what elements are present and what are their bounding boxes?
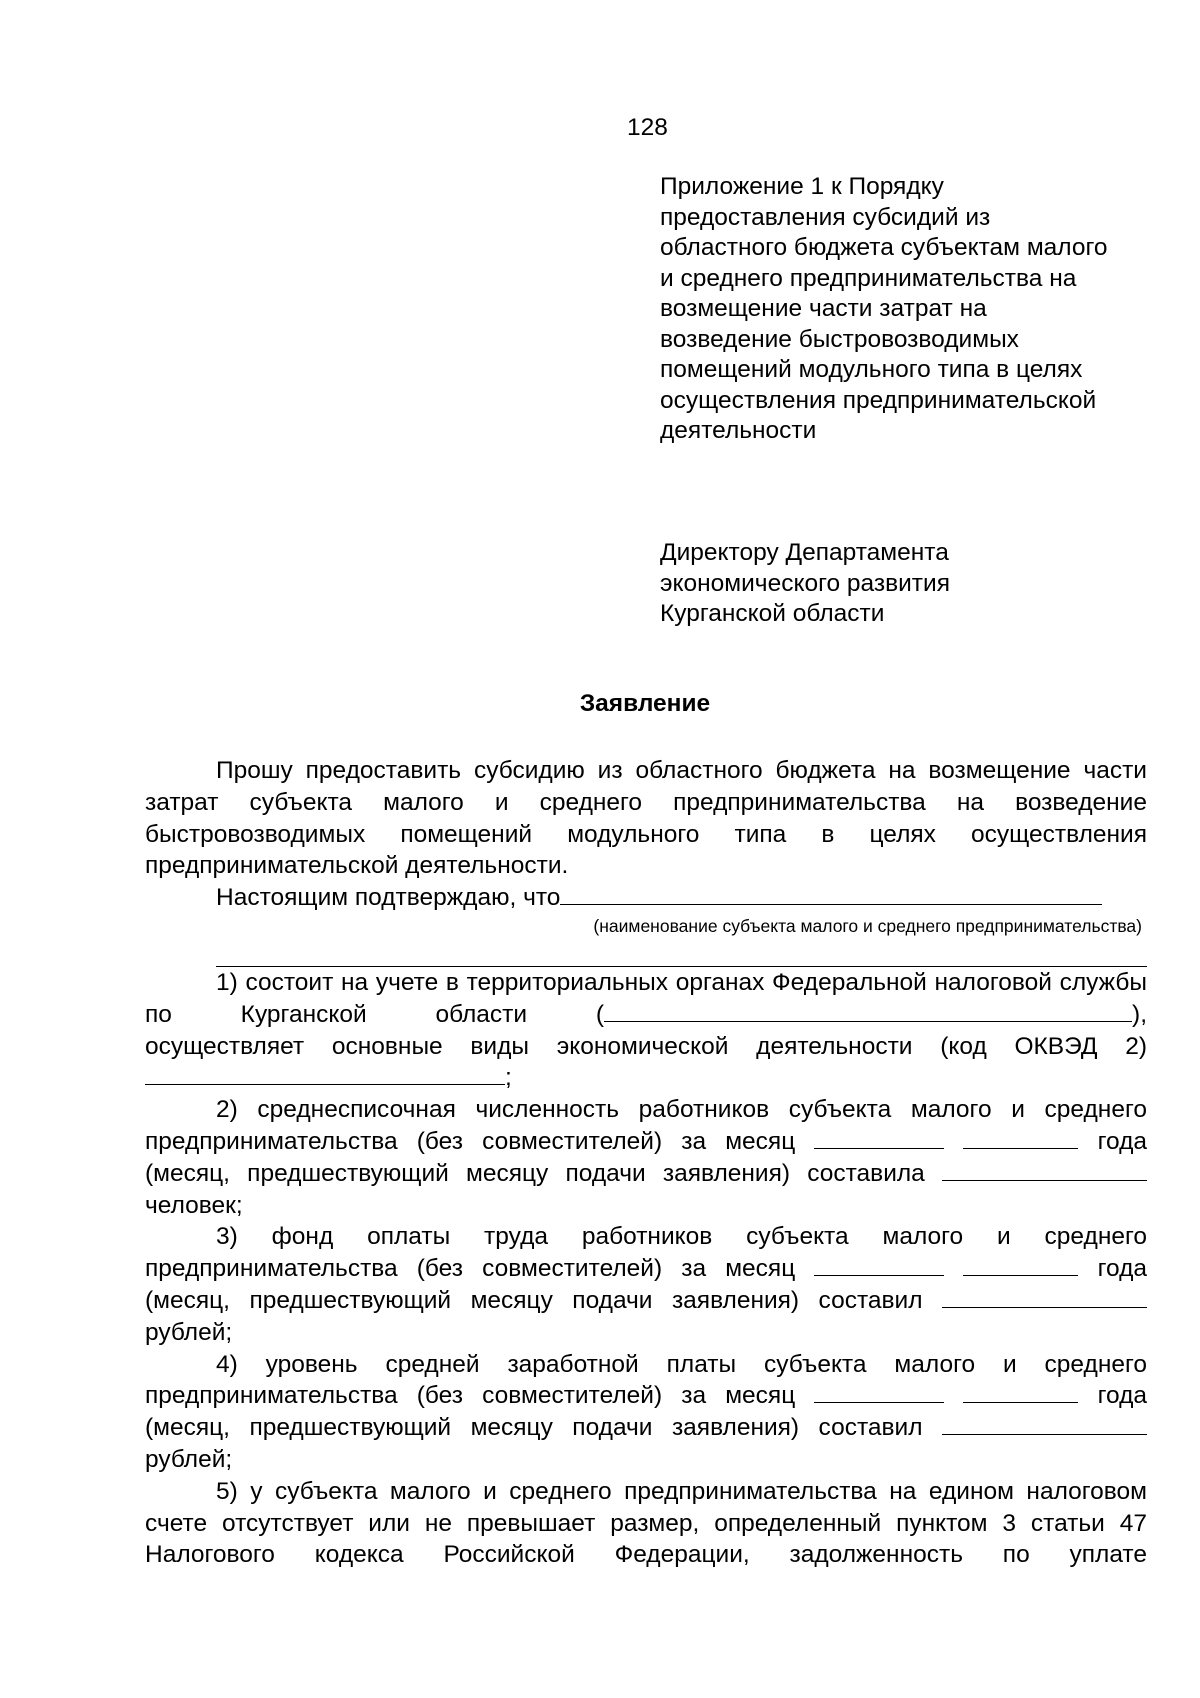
item-4-text-b: (месяц, предшествующий месяцу подачи заявления) составил [145, 1414, 923, 1442]
addressee [660, 538, 1180, 630]
item-4-year-field[interactable] [963, 1380, 1078, 1403]
okved-code-field[interactable] [145, 1062, 505, 1085]
item-1 [145, 967, 1147, 1031]
item-3-year-label: года [1097, 1255, 1147, 1283]
average-salary-field[interactable] [942, 1412, 1147, 1435]
appendix-line: помещений модульного типа в целях [660, 356, 1083, 383]
item-5: 5) у субъекта малого и среднего предпринимательства на едином налоговом счете отсутствует или не превышает размер, определенный пунктом 3 статьи 47 Налогового кодекса Российской Федерации, задолженность по уплате [145, 1477, 1147, 1569]
item-2-year-label: года [1097, 1127, 1147, 1155]
entity-name-field[interactable] [560, 882, 1102, 905]
payroll-fund-field[interactable] [942, 1285, 1147, 1308]
item-1-okved-line [145, 1062, 1147, 1094]
appendix-line: предоставления субсидий из [660, 203, 991, 231]
item-3-line-b [145, 1285, 1147, 1317]
item-1-end: ; [505, 1064, 512, 1092]
item-4-text: 4) уровень средней заработной платы субъекта малого и среднего предпринимательства (без совместителей) за месяц [145, 1350, 1147, 1410]
item-2-text: 2) среднесписочная численность работников субъекта малого и среднего предпринимательства (без совместителей) за месяц [145, 1096, 1147, 1155]
appendix-line: и среднего предпринимательства на [660, 264, 1077, 292]
item-2-text-b: (месяц, предшествующий месяцу подачи заявления) составила [145, 1159, 925, 1187]
page-number: 128 [627, 114, 668, 141]
item-3 [145, 1221, 1147, 1285]
appendix-line: областного бюджета субъектам малого [660, 234, 1108, 261]
appendix-line: осуществления предпринимательской [660, 386, 1097, 414]
intro-paragraph: Прошу предоставить субсидию из областного бюджета на возмещение части затрат субъекта малого и среднего предпринимательства на возведение быстровозводимых помещений модульного типа в целях осуществления предпринимательской деятельности. [145, 757, 1147, 880]
item-1-close: ), [1132, 1000, 1147, 1028]
item-4-month-field[interactable] [814, 1380, 944, 1403]
item-2-month-field[interactable] [814, 1126, 944, 1149]
item-1-okved: осуществляет основные виды экономической деятельности (код ОКВЭД 2) [145, 1032, 1147, 1060]
item-3-year-field[interactable] [963, 1253, 1078, 1276]
item-2-year-field[interactable] [963, 1126, 1078, 1149]
document-body [145, 755, 1147, 1571]
document-title: Заявление [579, 690, 711, 717]
item-4-unit: рублей; [145, 1445, 233, 1473]
item-3-text: 3) фонд оплаты труда работников субъекта малого и среднего предпринимательства (без совместителей) за месяц [145, 1223, 1147, 1283]
item-2 [145, 1094, 1147, 1158]
appendix-line: деятельности [660, 417, 817, 444]
addressee-line: Курганской области [660, 600, 885, 627]
entity-name-caption: (наименование субъекта малого и среднего предпринимательства) [593, 915, 1142, 936]
confirm-prefix: Настоящим подтверждаю, что [216, 884, 561, 912]
item-3-month-field[interactable] [814, 1253, 944, 1276]
item-3-unit: рублей; [145, 1318, 233, 1346]
item-1-text: 1) состоит на учете в территориальных органах Федеральной налоговой службы по Курганской области ( [145, 968, 1147, 1028]
item-3-text-b: (месяц, предшествующий месяцу подачи заявления) составил [145, 1286, 923, 1314]
addressee-line: экономического развития [660, 569, 950, 597]
item-2-unit: человек; [145, 1191, 243, 1219]
item-2-line-b [145, 1158, 1147, 1190]
item-4-line-b [145, 1412, 1147, 1444]
confirm-paragraph [145, 882, 1147, 914]
addressee-line: Директору Департамента [660, 539, 949, 566]
appendix-header [660, 172, 1180, 447]
tax-authority-field[interactable] [604, 999, 1132, 1022]
entity-name-field-continued[interactable] [216, 938, 1147, 967]
item-4 [145, 1349, 1147, 1413]
employee-count-field[interactable] [942, 1158, 1147, 1181]
appendix-line: возмещение части затрат на [660, 295, 987, 322]
appendix-line: возведение быстровозводимых [660, 325, 1019, 353]
appendix-line: Приложение 1 к Порядку [660, 173, 944, 200]
item-4-year-label: года [1097, 1382, 1147, 1410]
